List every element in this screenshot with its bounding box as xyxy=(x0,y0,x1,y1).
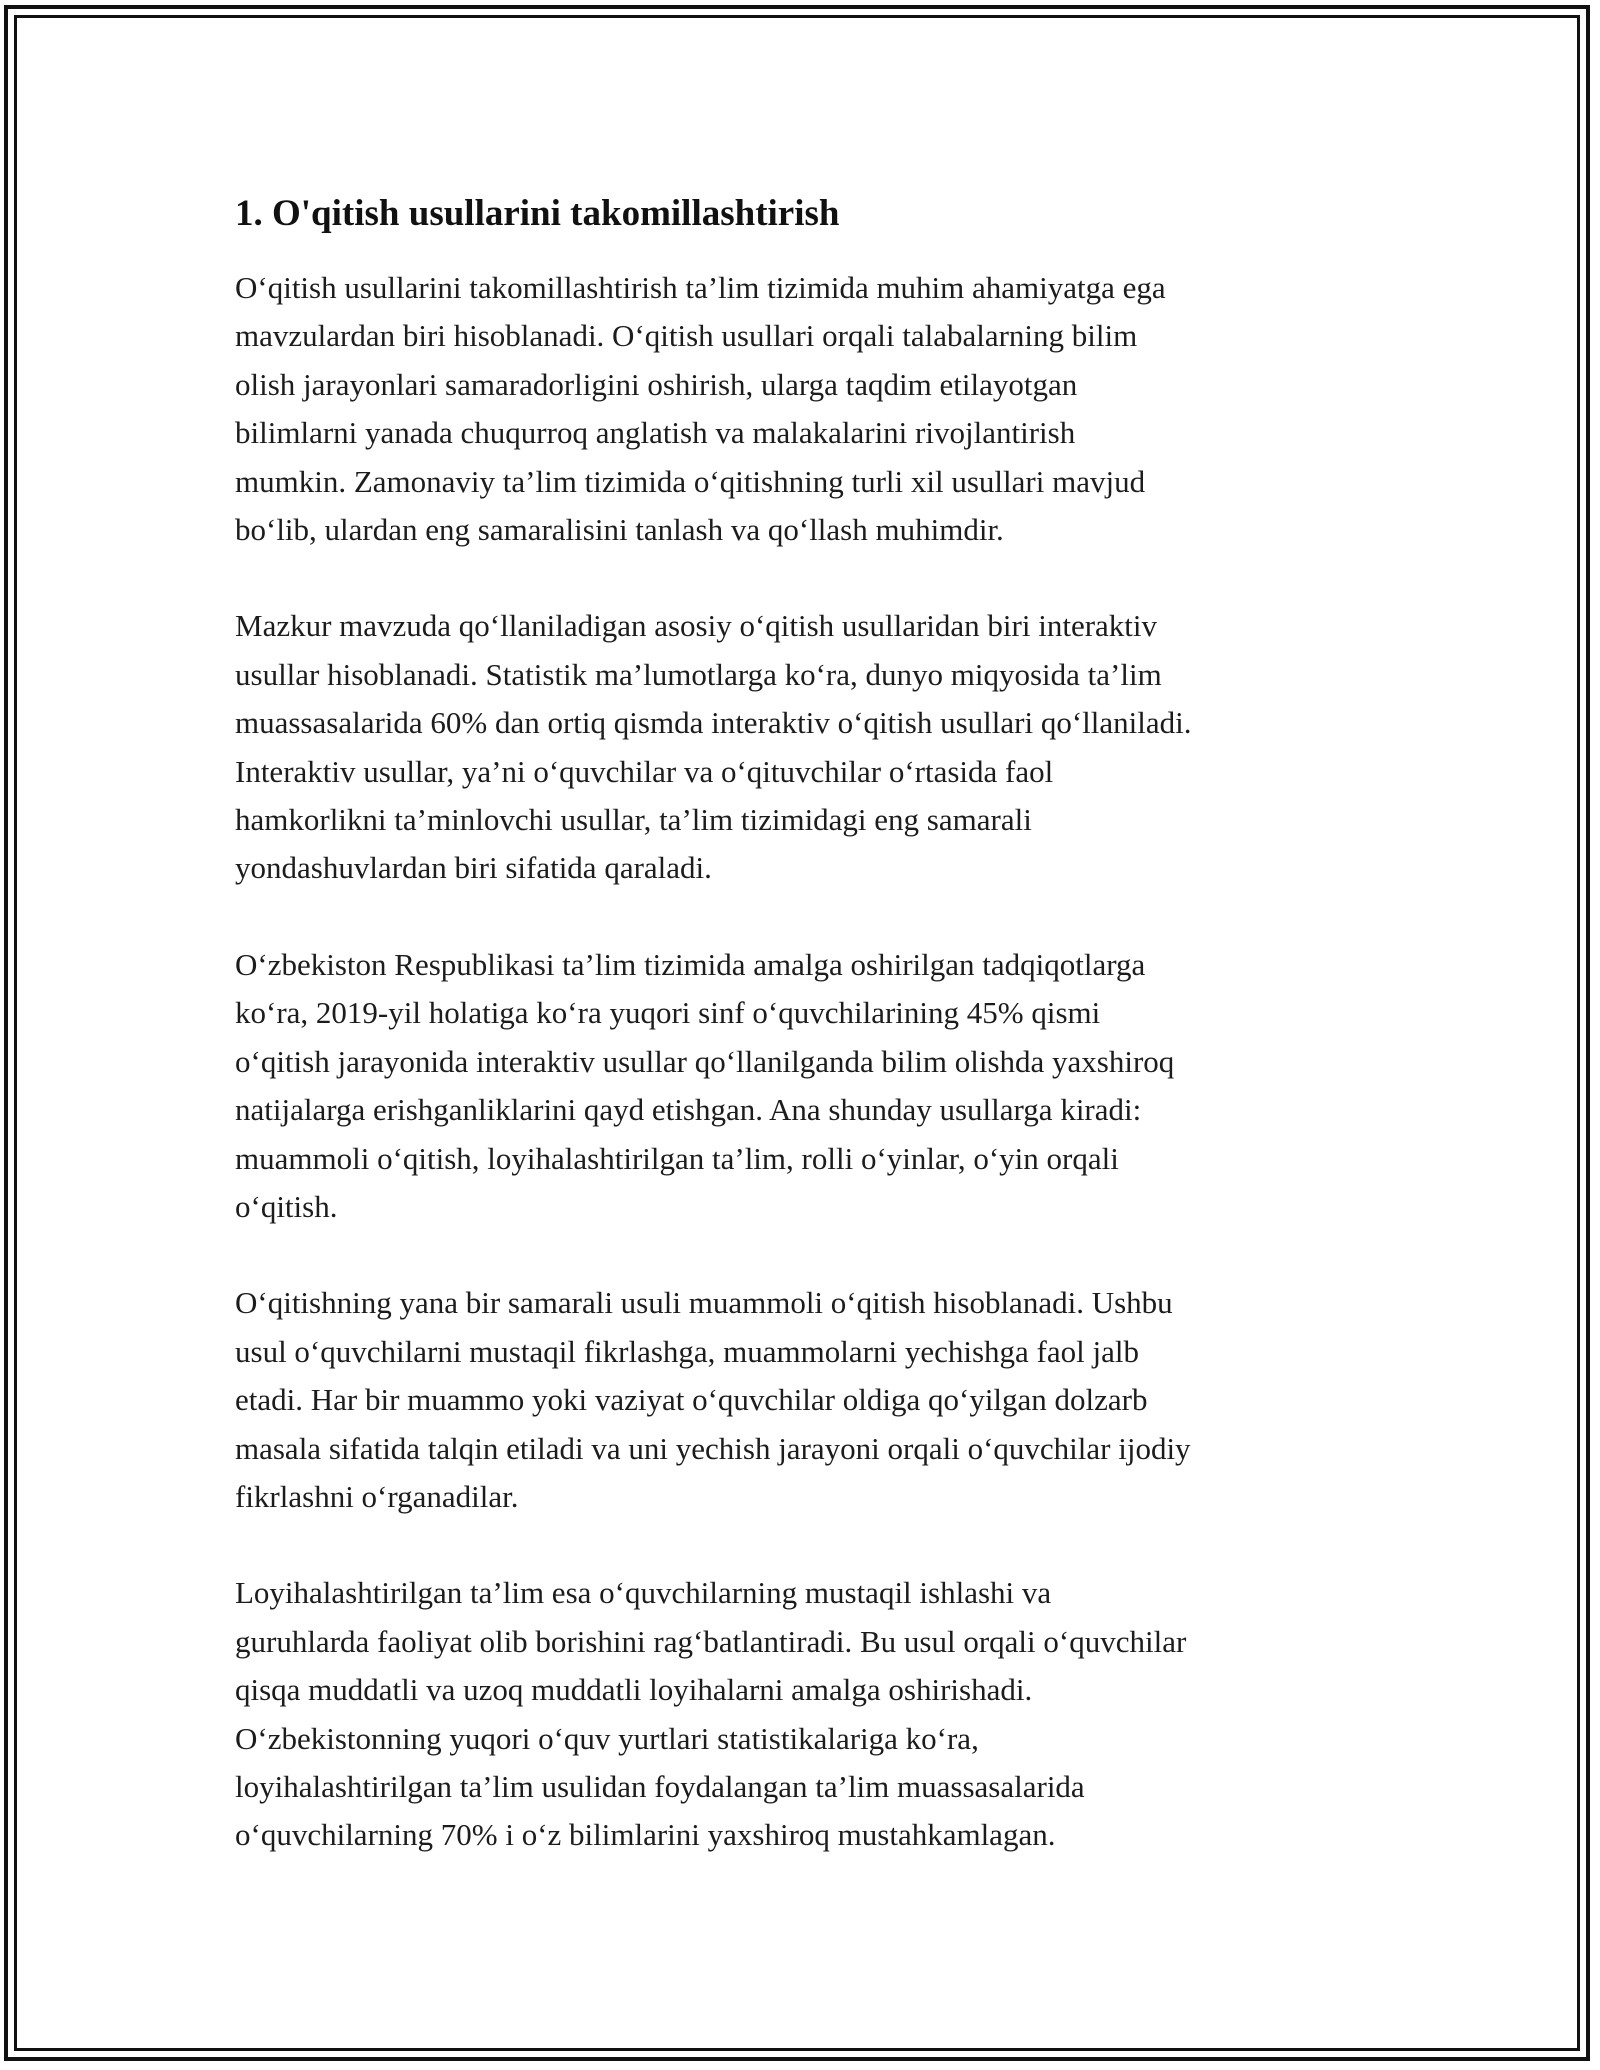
paragraph-4: O‘qitishning yana bir samarali usuli muammoli o‘qitish hisoblanadi. Ushbu usul o‘quvchilarni mustaqil fikrlashga, muammolarni yechishga faol jalb etadi. Har bir muammo yoki vaziyat o‘quvchilar oldiga qo‘yilgan dolzarb masala sifatida talqin etiladi va uni yechish jarayoni orqali o‘quvchilar ijodiy fikrlashni o‘rganadilar. xyxy=(235,1285,1191,1514)
paragraph-1: O‘qitish usullarini takomillashtirish ta’lim tizimida muhim ahamiyatga ega mavzulardan biri hisoblanadi. O‘qitish usullari orqali talabalarning bilim olish jarayonlari samaradorligini oshirish, ularga taqdim etilayotgan bilimlarni yanada chuqurroq anglatish va malakalarini rivojlantirish mumkin. Zamonaviy ta’lim tizimida o‘qitishning turli xil usullari mavjud bo‘lib, ulardan eng samaralisini tanlash va qo‘llash muhimdir. xyxy=(235,270,1166,548)
paragraph-3: O‘zbekiston Respublikasi ta’lim tizimida amalga oshirilgan tadqiqotlarga ko‘ra, 2019-yil holatiga ko‘ra yuqori sinf o‘quvchilarining 45% qismi o‘qitish jarayonida interaktiv usullar qo‘llanilganda bilim olishda yaxshiroq natijalarga erishganliklarini qayd etishgan. Ana shunday usullarga kiradi: muammoli o‘qitish, loyihalashtirilgan ta’lim, rolli o‘yinlar, o‘yin orqali o‘qitish. xyxy=(235,946,1175,1224)
section-heading: 1. O'qitish usullarini takomillashtirish xyxy=(235,193,840,234)
paragraph-2: Mazkur mavzuda qo‘llaniladigan asosiy o‘qitish usullaridan biri interaktiv usullar hisoblanadi. Statistik ma’lumotlarga ko‘ra, dunyo miqyosida ta’lim muassasalarida 60% dan ortiq qismda interaktiv o‘qitish usullari qo‘llaniladi. Interaktiv usullar, ya’ni o‘quvchilar va o‘qituvchilar o‘rtasida faol hamkorlikni ta’minlovchi usullar, ta’lim tizimidagi eng samarali yondashuvlardan biri sifatida qaraladi. xyxy=(235,608,1192,886)
document-body xyxy=(235,185,1385,1908)
paragraph-5: Loyihalashtirilgan ta’lim esa o‘quvchilarning mustaqil ishlashi va guruhlarda faoliyat olib borishini rag‘batlantiradi. Bu usul orqali o‘quvchilar qisqa muddatli va uzoq muddatli loyihalarni amalga oshirishadi. O‘zbekistonning yuqori o‘quv yurtlari statistikalariga ko‘ra, loyihalashtirilgan ta’lim usulidan foydalangan ta’lim muassasalarida o‘quvchilarning 70% i o‘z bilimlarini yaxshiroq mustahkamlagan. xyxy=(235,1575,1187,1853)
